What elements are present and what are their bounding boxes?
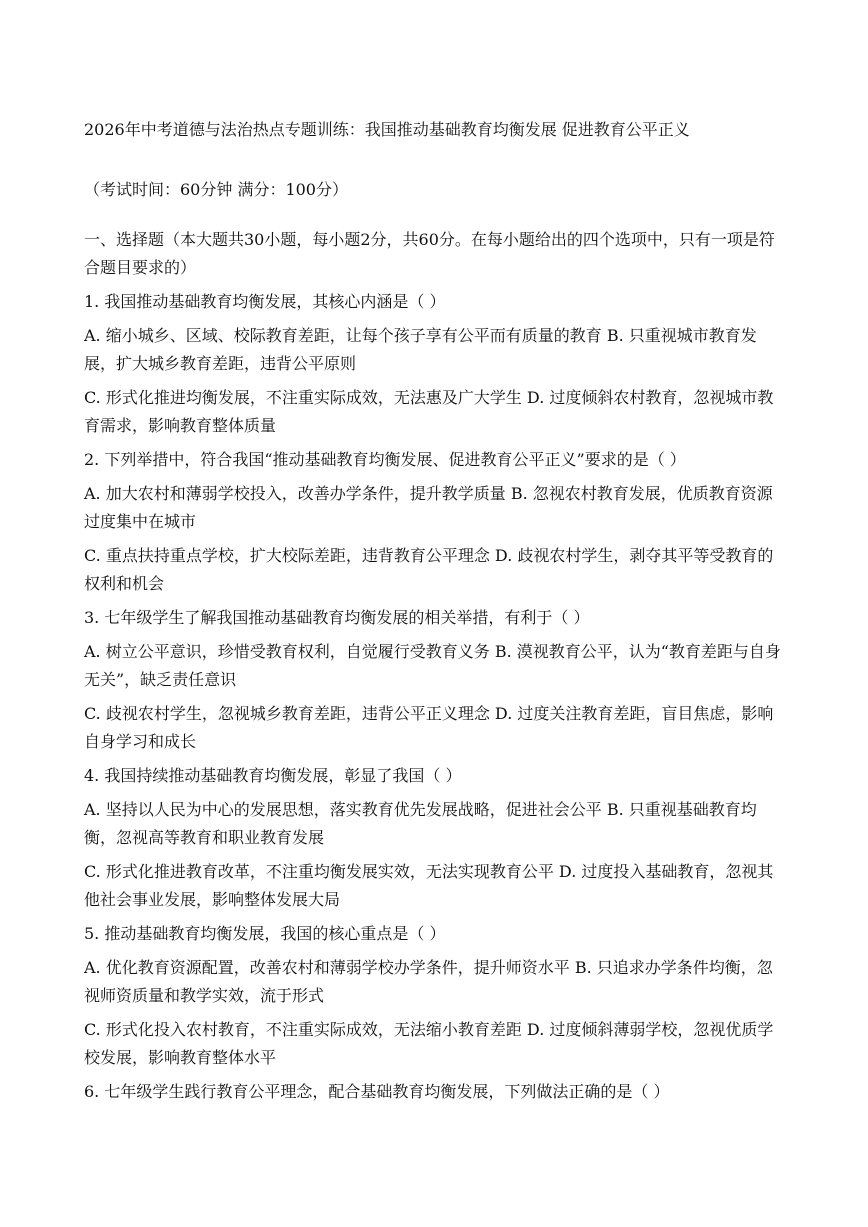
question-3-options-cd: C. 歧视农村学生，忽视城乡教育差距，违背公平正义理念 D. 过度关注教育差距，盲目焦虑，影响自身学习和成长 bbox=[84, 704, 774, 751]
question-4-options-ab: A. 坚持以人民为中心的发展思想，落实教育优先发展战略，促进社会公平 B. 只重视基础教育均衡，忽视高等教育和职业教育发展 bbox=[84, 800, 757, 847]
question-5-options-cd: C. 形式化投入农村教育，不注重实际成效，无法缩小教育差距 D. 过度倾斜薄弱学校，忽视优质学校发展，影响教育整体水平 bbox=[84, 1020, 774, 1067]
question-6-stem: 6. 七年级学生践行教育公平理念，配合基础教育均衡发展，下列做法正确的是（ ） bbox=[84, 1082, 670, 1101]
question-3-options-ab: A. 树立公平意识，珍惜受教育权利，自觉履行受教育义务 B. 漠视教育公平，认为“教育差距与自身无关”，缺乏责任意识 bbox=[84, 642, 781, 689]
section-heading: 一、选择题（本大题共30小题，每小题2分，共60分。在每小题给出的四个选项中，只有一项是符合题目要求的） bbox=[84, 230, 775, 277]
question-1-options-ab: A. 缩小城乡、区域、校际教育差距，让每个孩子享有公平而有质量的教育 B. 只重视城市教育发展，扩大城乡教育差距，违背公平原则 bbox=[84, 326, 757, 373]
question-2-stem: 2. 下列举措中，符合我国“推动基础教育均衡发展、促进教育公平正义”要求的是（ ） bbox=[84, 450, 686, 469]
question-2-options-ab: A. 加大农村和薄弱学校投入，改善办学条件，提升教学质量 B. 忽视农村教育发展，优质教育资源过度集中在城市 bbox=[84, 484, 773, 531]
exam-info: （考试时间：60分钟 满分：100分） bbox=[84, 180, 348, 199]
question-4-options-cd: C. 形式化推进教育改革，不注重均衡发展实效，无法实现教育公平 D. 过度投入基础教育，忽视其他社会事业发展，影响整体发展大局 bbox=[84, 862, 774, 909]
question-2-options-cd: C. 重点扶持重点学校，扩大校际差距，违背教育公平理念 D. 歧视农村学生，剥夺其平等受教育的权利和机会 bbox=[84, 546, 774, 593]
exam-body bbox=[84, 226, 786, 1112]
question-4-stem: 4. 我国持续推动基础教育均衡发展，彰显了我国（ ） bbox=[84, 766, 462, 785]
question-5-options-ab: A. 优化教育资源配置，改善农村和薄弱学校办学条件，提升师资水平 B. 只追求办学条件均衡，忽视师资质量和教学实效，流于形式 bbox=[84, 958, 773, 1005]
question-3-stem: 3. 七年级学生了解我国推动基础教育均衡发展的相关举措，有利于（ ） bbox=[84, 608, 590, 627]
question-5-stem: 5. 推动基础教育均衡发展，我国的核心重点是（ ） bbox=[84, 924, 446, 943]
question-1-options-cd: C. 形式化推进均衡发展，不注重实际成效，无法惠及广大学生 D. 过度倾斜农村教育，忽视城市教育需求，影响教育整体质量 bbox=[84, 388, 774, 435]
question-1-stem: 1. 我国推动基础教育均衡发展，其核心内涵是（ ） bbox=[84, 292, 446, 311]
document-title: 2026年中考道德与法治热点专题训练：我国推动基础教育均衡发展 促进教育公平正义 bbox=[84, 120, 690, 139]
